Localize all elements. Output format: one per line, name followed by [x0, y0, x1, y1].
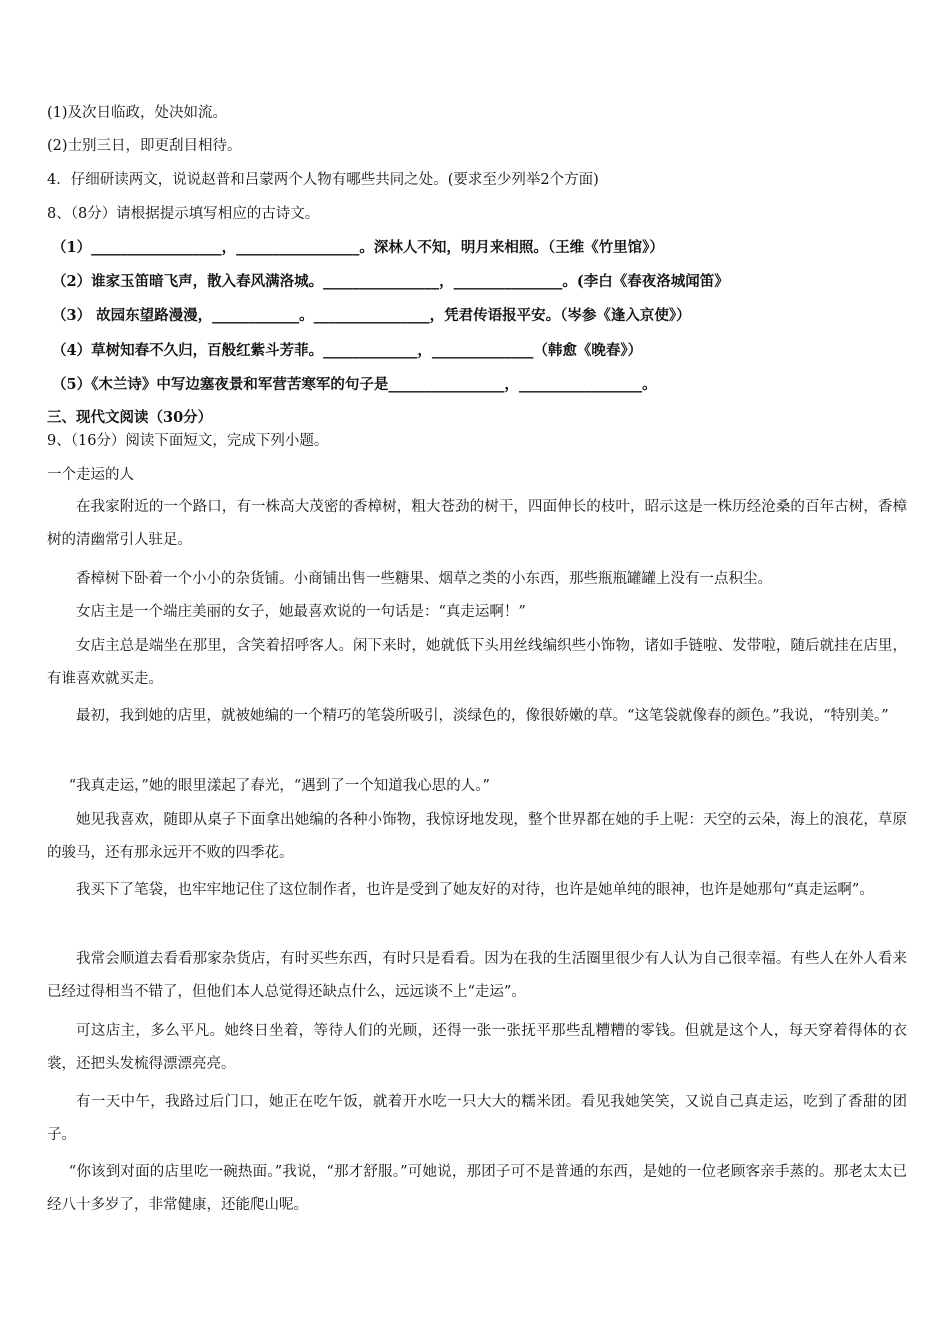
question-3-item-1: (1)及次日临政，处决如流。	[47, 105, 228, 121]
article-paragraph: 可这店主，多么平凡。她终日坐着，等待人们的光顾，还得一张一张抚平那些乱糟糟的零钱。但就是这个人，每天穿着得体的衣裳，还把头发梳得漂漂亮亮。	[47, 1023, 907, 1072]
question-9-header: 9、（16分）阅读下面短文，完成下列小题。	[47, 433, 329, 449]
article-paragraph: 香樟树下卧着一个小小的杂货铺。小商铺出售一些糖果、烟草之类的小东西，那些瓶瓶罐罐上没有一点积尘。	[76, 571, 772, 587]
article-paragraph: 在我家附近的一个路口，有一株高大茂密的香樟树，粗大苍劲的树干，四面伸长的枝叶，昭示这是一株历经沧桑的百年古树，香樟树的清幽常引人驻足。	[47, 499, 907, 548]
article-title: 一个走运的人	[47, 467, 134, 483]
section-3-title: 三、现代文阅读（30分）	[47, 409, 213, 426]
article-paragraph: 最初，我到她的店里，就被她编的一个精巧的笔袋所吸引，淡绿色的，像很娇嫩的草。“这笔袋就像春的颜色。”我说，“特别美。”	[76, 708, 889, 724]
question-8-header: 8、（8分）请根据提示填写相应的古诗文。	[47, 206, 320, 222]
article-paragraph: “你该到对面的店里吃一碗热面。”我说，“那才舒服。”可她说，那团子可不是普通的东西，是她的一位老顾客亲手蒸的。那老太太已经八十多岁了，非常健康，还能爬山呢。	[47, 1164, 907, 1213]
article-paragraph: 她见我喜欢，随即从桌子下面拿出她编的各种小饰物，我惊讶地发现，整个世界都在她的手上呢：天空的云朵，海上的浪花，草原的骏马，还有那永远开不败的四季花。	[47, 812, 907, 861]
poem-fill-item-5: （5）《木兰诗》中写边塞夜景和军营苦寒军的句子是________________，_________________。	[52, 376, 657, 393]
article-paragraph: 女店主总是端坐在那里，含笑着招呼客人。闲下来时，她就低下头用丝线编织些小饰物，诸如手链啦、发带啦，随后就挂在店里，有谁喜欢就买走。	[47, 638, 907, 687]
poem-fill-item-3: （3） 故园东望路漫漫，____________。________________，凭君传语报平安。（岑参《逢入京使》）	[52, 307, 691, 324]
article-paragraph: 我常会顺道去看看那家杂货店，有时买些东西，有时只是看看。因为在我的生活圈里很少有人认为自己很幸福。有些人在外人看来已经过得相当不错了，但他们本人总觉得还缺点什么，远远谈不上“走运”。	[47, 951, 907, 1000]
poem-fill-item-1: （1）__________________，_________________。深林人不知，明月来相照。（王维《竹里馆》）	[52, 239, 664, 256]
article-paragraph: “我真走运，”她的眼里漾起了春光，“遇到了一个知道我心思的人。”	[68, 778, 490, 794]
article-paragraph: 有一天中午，我路过后门口，她正在吃午饭，就着开水吃一只大大的糯米团。看见我她笑笑，又说自己真走运，吃到了香甜的团子。	[47, 1094, 907, 1143]
article-paragraph: 我买下了笔袋，也牢牢地记住了这位制作者，也许是受到了她友好的对待，也许是她单纯的眼神，也许是她那句“真走运啊”。	[76, 882, 874, 898]
article-paragraph: 女店主是一个端庄美丽的女子，她最喜欢说的一句话是：“真走运啊！”	[76, 604, 526, 620]
poem-fill-item-2: （2）谁家玉笛暗飞声，散入春风满洛城。________________，_______________。(李白《春夜洛城闻笛》	[52, 273, 729, 290]
poem-fill-item-4: （4）草树知春不久归，百般红紫斗芳菲。_____________，______________（韩愈《晚春》）	[52, 342, 643, 359]
question-4: 4．仔细研读两文，说说赵普和吕蒙两个人物有哪些共同之处。(要求至少列举2个方面)	[47, 172, 599, 188]
question-3-item-2: (2)士别三日，即更刮目相待。	[47, 138, 242, 154]
